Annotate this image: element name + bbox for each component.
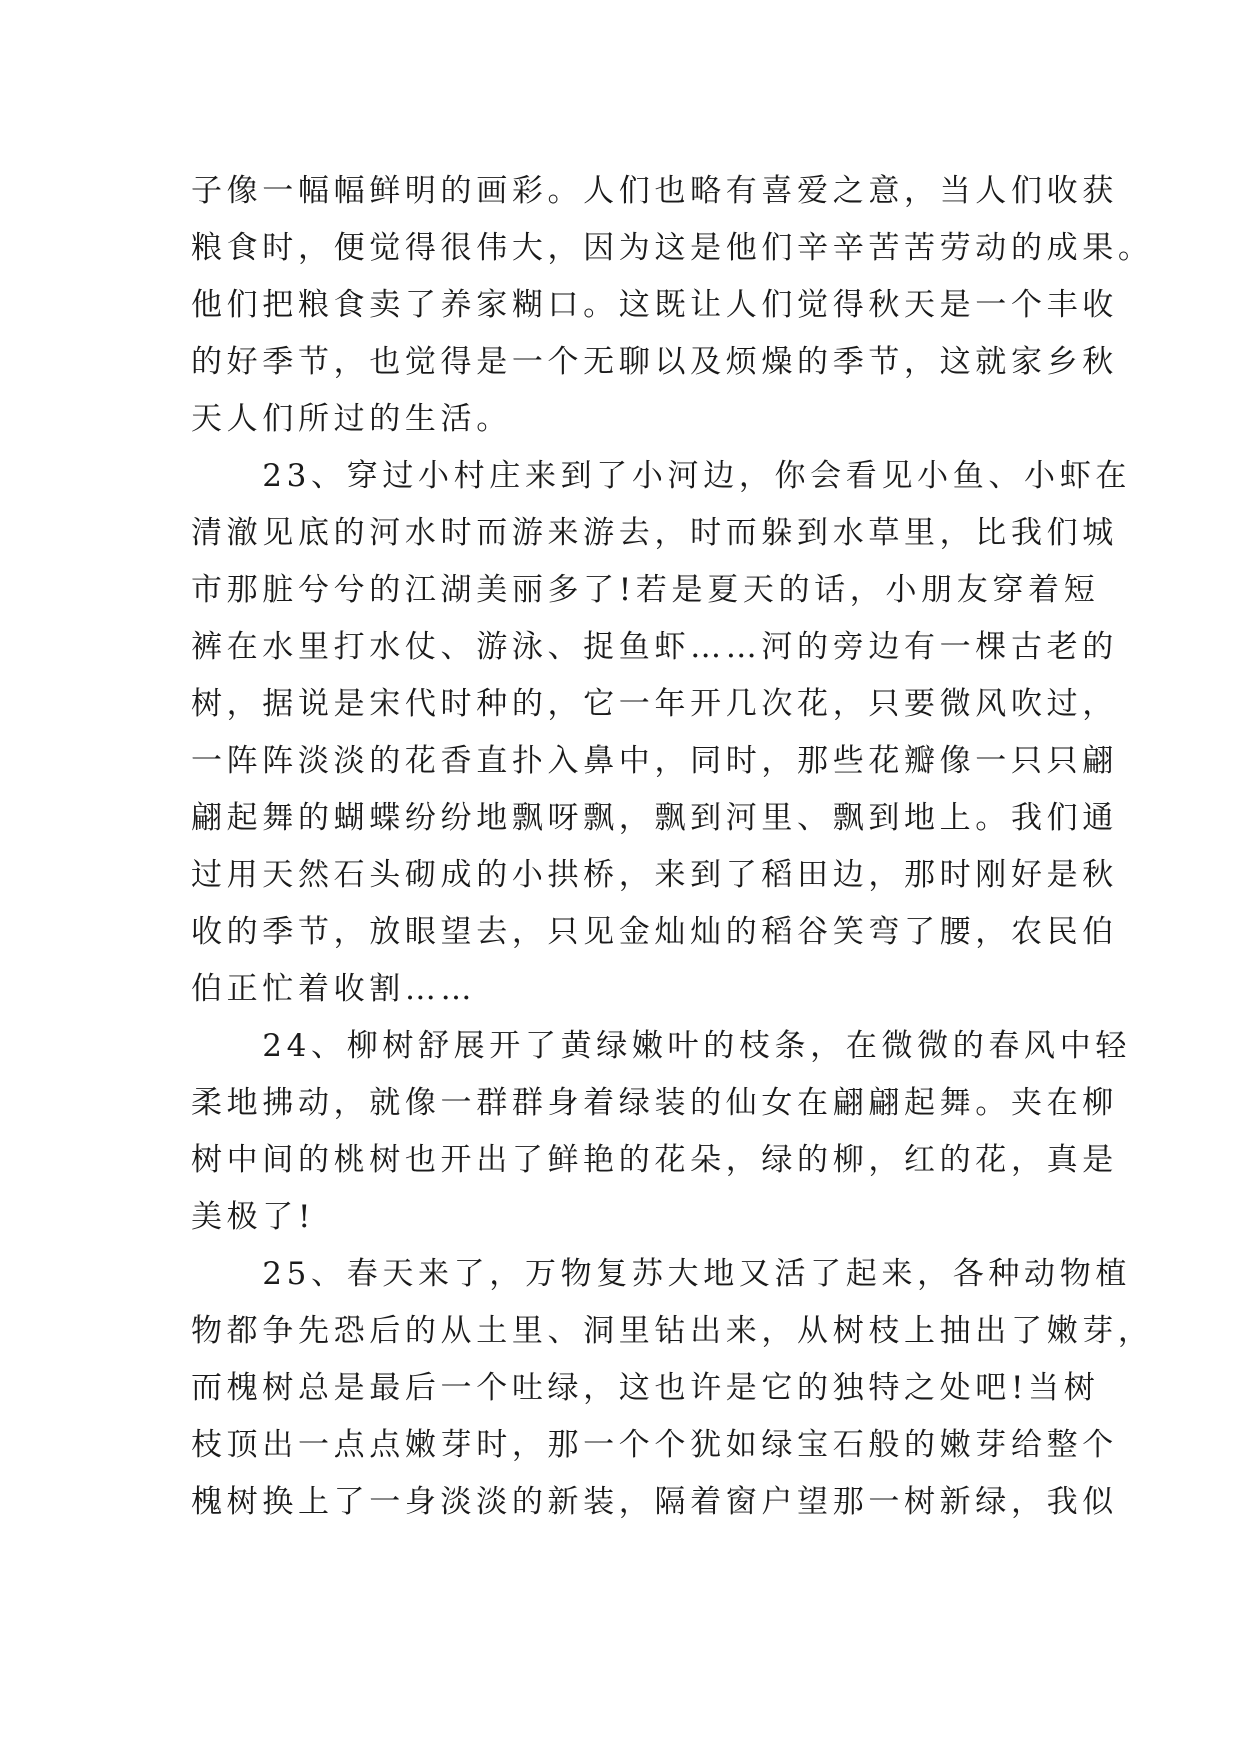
text-line: 柔地拂动，就像一群群身着绿装的仙女在翩翩起舞。夹在柳 bbox=[191, 1085, 1118, 1121]
body-text bbox=[191, 163, 1154, 1531]
text-line: 市那脏兮兮的江湖美丽多了!若是夏天的话，小朋友穿着短 bbox=[191, 572, 1100, 608]
text-line: 子像一幅幅鲜明的画彩。人们也略有喜爱之意，当人们收获 bbox=[191, 173, 1118, 209]
text-line: 翩起舞的蝴蝶纷纷地飘呀飘，飘到河里、飘到地上。我们通 bbox=[191, 800, 1118, 836]
text-line: 裤在水里打水仗、游泳、捉鱼虾……河的旁边有一棵古老的 bbox=[191, 629, 1118, 665]
text-line: 而槐树总是最后一个吐绿，这也许是它的独特之处吧!当树 bbox=[191, 1370, 1100, 1406]
text-line: 清澈见底的河水时而游来游去，时而躲到水草里，比我们城 bbox=[191, 515, 1118, 551]
text-line: 的好季节，也觉得是一个无聊以及烦燥的季节，这就家乡秋 bbox=[191, 344, 1118, 380]
text-line: 物都争先恐后的从土里、洞里钻出来，从树枝上抽出了嫩芽， bbox=[191, 1313, 1154, 1349]
text-line: 树中间的桃树也开出了鲜艳的花朵，绿的柳，红的花，真是 bbox=[191, 1142, 1118, 1178]
text-line: 他们把粮食卖了养家糊口。这既让人们觉得秋天是一个丰收 bbox=[191, 287, 1118, 323]
text-line: 伯正忙着收割…… bbox=[191, 971, 477, 1007]
text-line: 过用天然石头砌成的小拱桥，来到了稻田边，那时刚好是秋 bbox=[191, 857, 1118, 893]
text-line: 25、春天来了，万物复苏大地又活了起来，各种动物植 bbox=[191, 1256, 1131, 1292]
text-line: 23、穿过小村庄来到了小河边，你会看见小鱼、小虾在 bbox=[191, 458, 1131, 494]
text-line: 美极了! bbox=[191, 1199, 316, 1235]
text-line: 天人们所过的生活。 bbox=[191, 401, 512, 437]
text-line: 槐树换上了一身淡淡的新装，隔着窗户望那一树新绿，我似 bbox=[191, 1484, 1118, 1520]
text-line: 枝顶出一点点嫩芽时，那一个个犹如绿宝石般的嫩芽给整个 bbox=[191, 1427, 1118, 1463]
text-line: 树，据说是宋代时种的，它一年开几次花，只要微风吹过， bbox=[191, 686, 1118, 722]
text-line: 24、柳树舒展开了黄绿嫩叶的枝条，在微微的春风中轻 bbox=[191, 1028, 1131, 1064]
text-line: 粮食时，便觉得很伟大，因为这是他们辛辛苦苦劳动的成果。 bbox=[191, 230, 1154, 266]
text-line: 一阵阵淡淡的花香直扑入鼻中，同时，那些花瓣像一只只翩 bbox=[191, 743, 1118, 779]
text-line: 收的季节，放眼望去，只见金灿灿的稻谷笑弯了腰，农民伯 bbox=[191, 914, 1118, 950]
